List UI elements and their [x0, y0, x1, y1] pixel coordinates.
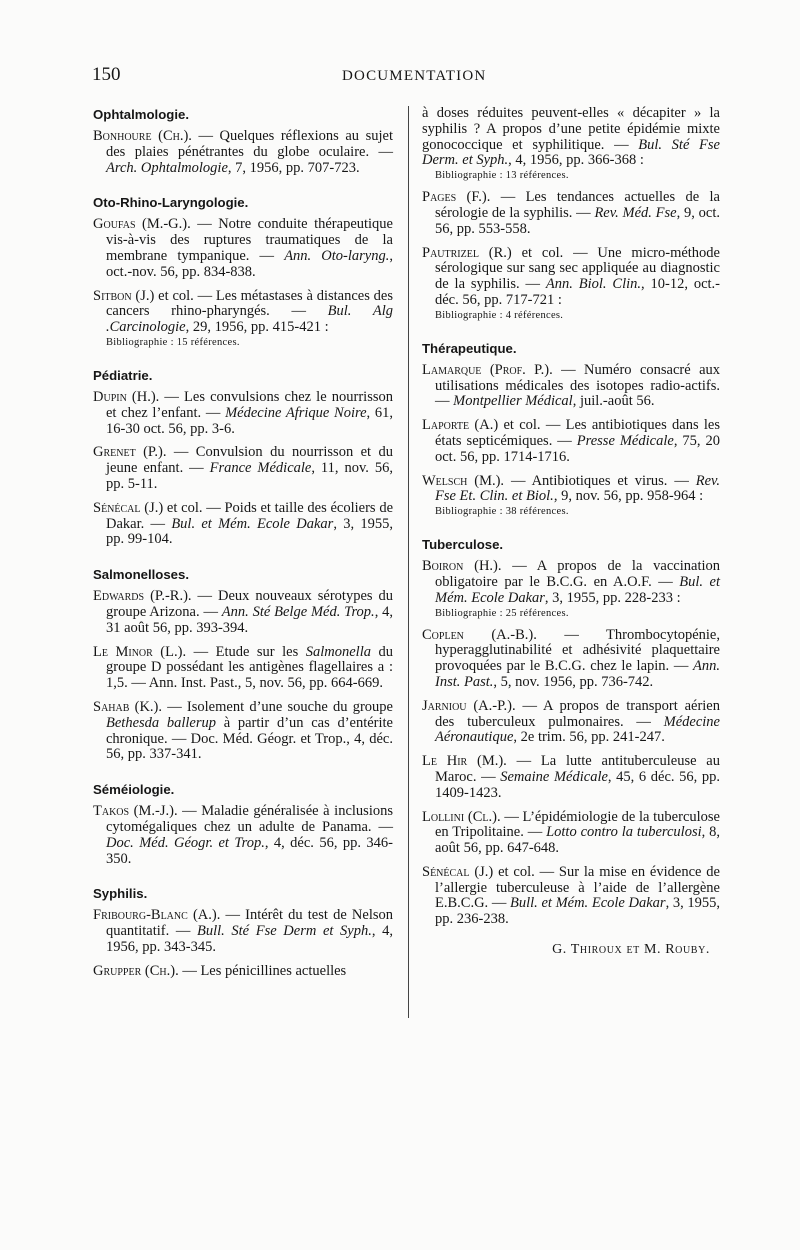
bibliography-entry: Lamarque (Prof. P.). — Numéro consacré aux utilisations médicales des isotopes radio-actifs. — Montpellier Médical, juil.-août 56.: [422, 361, 721, 410]
bibliography-entry: Boiron (H.). — A propos de la vaccination obligatoire par le B.C.G. en A.O.F. — Bul. et Mém. Ecole Dakar, 3, 1955, pp. 228-233 :: [422, 558, 720, 606]
bibliography-entry: Le Minor (L.). — Etude sur les Salmonella du groupe D possédant les antigènes flagellaires a : 1,5. — Ann. Inst. Past., 5, nov. 56, pp. 664-669.: [93, 643, 394, 692]
bibliography-note: Bibliographie : 25 références.: [435, 607, 569, 619]
bibliography-entry: Grenet (P.). — Convulsion du nourrisson et du jeune enfant. — France Médicale, 11, nov. 56, pp. 5-11.: [93, 444, 393, 492]
section-title: Tuberculose.: [422, 537, 504, 553]
bibliography-entry: Edwards (P.-R.). — Deux nouveaux sérotypes du groupe Arizona. — Ann. Sté Belge Méd. Trop., 4, 31 août 56, pp. 393-394.: [93, 588, 394, 636]
bibliography-entry: Sénécal (J.) et col. — Poids et taille des écoliers de Dakar. — Bul. et Mém. Ecole Dakar, 3, 1955, pp. 99-104.: [93, 499, 394, 548]
section-title: Pédiatrie.: [93, 367, 153, 383]
bibliography-entry: Fribourg-Blanc (A.). — Intérêt du test de Nelson quantitatif. — Bull. Sté Fse Derm et Syph., 4, 1956, pp. 343-345.: [93, 907, 394, 955]
bibliography-entry: Jarniou (A.-P.). — A propos de transport aérien des tuberculeux pulmonaires. — Médecine Aéronautique, 2e trim. 56, pp. 241-247.: [422, 697, 720, 746]
section-title: Salmonelloses.: [93, 567, 190, 583]
section-title: Thérapeutique.: [422, 340, 517, 356]
bibliography-entry: Le Hir (M.). — La lutte antituberculeuse au Maroc. — Semaine Médicale, 45, 6 déc. 56, pp. 1409-1423.: [422, 753, 720, 801]
section-title: Oto-Rhino-Laryngologie.: [93, 195, 249, 211]
bibliography-entry: Goufas (M.-G.). — Notre conduite thérapeutique vis-à-vis des ruptures traumatiques de la membrane tympanique. — Ann. Oto-laryng., oct.-nov. 56, pp. 834-838.: [93, 216, 393, 280]
bibliography-entry: Lollini (Cl.). — L’épidémiologie de la tuberculose en Tripolitaine. — Lotto contro la tuberculosi, 8, août 56, pp. 647-648.: [422, 808, 720, 857]
bibliography-entry: Sitbon (J.) et col. — Les métastases à distances des cancers rhino-pharyngés. — Bul. Alg .Carcinologie, 29, 1956, pp. 415-421 :: [93, 287, 393, 336]
bibliography-note: Bibliographie : 13 références.: [435, 170, 569, 182]
section-title: Ophtalmologie.: [93, 107, 189, 122]
bibliography-entry: Dupin (H.). — Les convulsions chez le nourrisson et chez l’enfant. — Médecine Afrique Noire, 61, 16-30 oct. 56, pp. 3-6.: [93, 388, 394, 437]
bibliography-entry: Takos (M.-J.). — Maladie généralisée à inclusions cytomégaliques chez un adulte de Panama. — Doc. Méd. Géogr. et Trop., 4, déc. 56, pp. 346-350.: [93, 803, 394, 867]
bibliography-note: Bibliographie : 4 références.: [435, 309, 564, 321]
bibliography-entry: Sahab (K.). — Isolement d’une souche du groupe Bethesda ballerup à partir d’un cas d’entérite chronique. — Doc. Méd. Géogr. et Trop., 4, déc. 56, pp. 337-341.: [93, 698, 393, 763]
compilers-signature: G. Thiroux et M. Rouby.: [552, 942, 710, 958]
column-divider: [408, 106, 409, 1018]
page-number: 150: [92, 64, 121, 85]
right-column: [422, 106, 720, 958]
bibliography-entry: Welsch (M.). — Antibiotiques et virus. — Rev. Fse Et. Clin. et Biol., 9, nov. 56, pp. 958-964 :: [422, 472, 721, 505]
section-title: Séméiologie.: [93, 782, 175, 798]
page-header: [92, 64, 704, 90]
bibliography-entry: Sénécal (J.) et col. — Sur la mise en évidence de l’allergie tuberculeuse à l’aide de l’allergène E.B.C.G. — Bull. et Mém. Ecole Dakar, 3, 1955, pp. 236-238.: [422, 863, 721, 928]
left-column: [93, 106, 393, 987]
bibliography-note: Bibliographie : 15 références.: [106, 336, 240, 348]
bibliography-entry: Pautrizel (R.) et col. — Une micro-méthode sérologique sur sang sec appliquée au diagnostic de la syphilis. — Ann. Biol. Clin., 10-12, oct.-déc. 56, pp. 717-721 :: [422, 244, 721, 308]
page-title: DOCUMENTATION: [342, 68, 487, 84]
bibliography-entry: Grupper (Ch.). — Les pénicillines actuelles: [93, 962, 347, 979]
bibliography-entry-continued: à doses réduites peuvent-elles « décapiter » la syphilis ? A propos d’une petite épidémie mixte gonococcique et syphilitique. — Bul. Sté Fse Derm. et Syph., 4, 1956, pp. 366-368 :: [422, 105, 720, 169]
bibliography-entry: Bonhoure (Ch.). — Quelques réflexions au sujet des plaies pénétrantes du globe oculaire. — Arch. Ophtalmologie, 7, 1956, pp. 707-723.: [93, 128, 393, 176]
bibliography-entry: Pages (F.). — Les tendances actuelles de la sérologie de la syphilis. — Rev. Méd. Fse, 9, oct. 56, pp. 553-558.: [422, 189, 721, 237]
bibliography-note: Bibliographie : 38 références.: [435, 506, 569, 518]
bibliography-entry: Coplen (A.-B.). — Thrombocytopénie, hyperagglutinabilité et adhésivité plaquettaire provoquées par le B.C.G. chez le lapin. — Ann. Inst. Past., 5, nov. 1956, pp. 736-742.: [422, 626, 720, 690]
section-title: Syphilis.: [93, 886, 148, 902]
bibliography-entry: Laporte (A.) et col. — Les antibiotiques dans les états septicémiques. — Presse Médicale, 75, 20 oct. 56, pp. 1714-1716.: [422, 417, 721, 465]
